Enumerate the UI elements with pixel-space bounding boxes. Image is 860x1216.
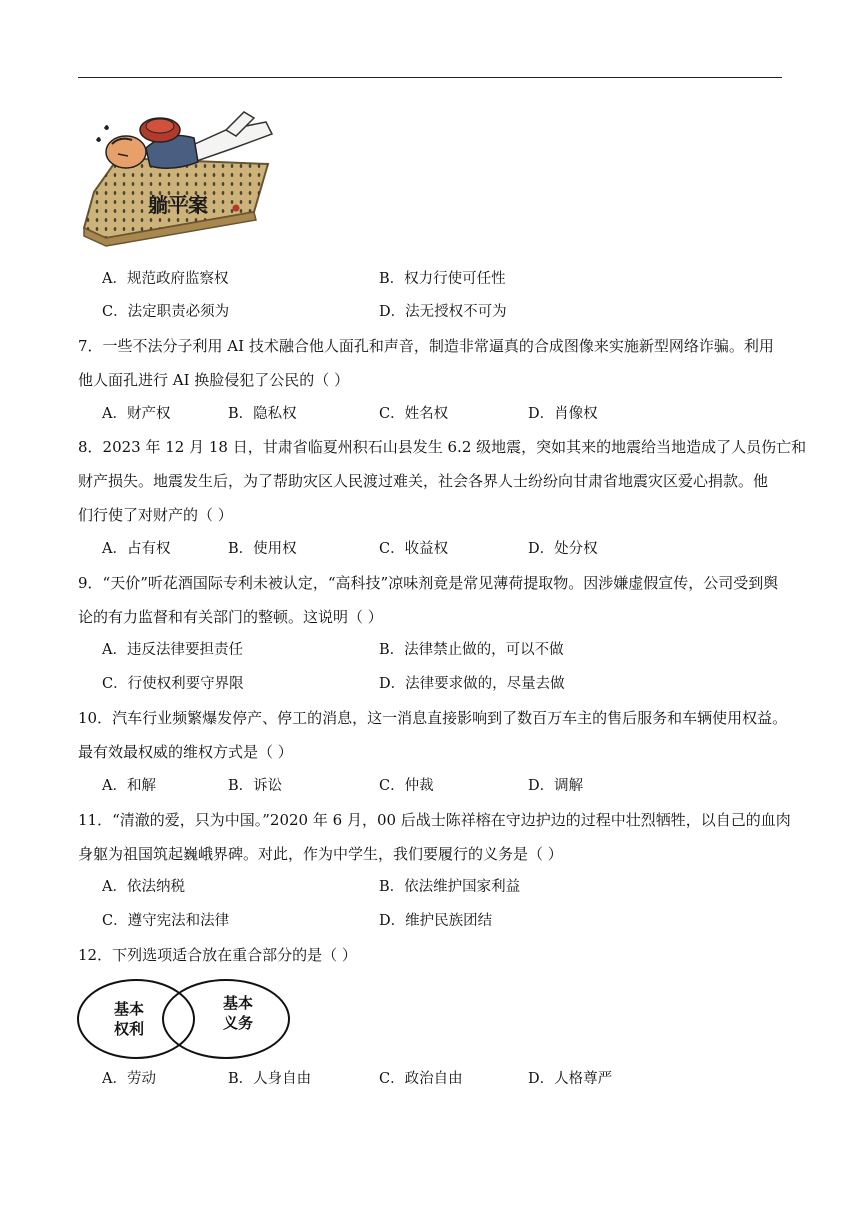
option-text: 占有权 [126,541,171,557]
option-letter: D． [379,913,406,929]
lying-flat-cartoon [76,100,276,250]
q11-stem-line2: 身躯为祖国筑起巍峨界碑。对此，作为中学生，我们要履行的义务是（ ） [78,845,563,863]
q10-option-a[interactable] [102,776,156,796]
q9-stem-line1: 9．“天价”听花酒国际专利未被认定，“高科技”凉味剂竟是常见薄荷提取物。因涉嫌虚假宣传，公司受到舆 [78,574,779,592]
option-text: 法定职责必须为 [127,304,230,320]
q9-option-d[interactable] [379,674,565,694]
q10-stem-line2: 最有效最权威的维权方式是（ ） [78,743,293,761]
q12-option-a[interactable] [102,1069,156,1089]
option-text: 肖像权 [554,406,598,422]
option-letter: A． [102,541,127,557]
option-letter: D． [379,676,406,692]
option-text: 诉讼 [253,778,283,794]
q6-option-c[interactable] [102,302,229,322]
option-letter: C． [379,778,405,794]
option-letter: D． [528,406,555,422]
option-text: 使用权 [253,541,297,557]
option-text: 隐私权 [253,406,297,422]
option-letter: A． [102,271,127,287]
option-letter: D． [528,541,555,557]
plaque-text: 躺平案 [148,193,208,217]
q7-stem-line1: 7．一些不法分子利用 AI 技术融合他人面孔和声音，制造非常逼真的合成图像来实施新型网络诈骗。利用 [78,337,774,355]
q8-option-c[interactable] [379,539,448,559]
option-text: 和解 [126,778,156,794]
header-rule [78,77,782,78]
q11-option-b[interactable] [379,877,520,897]
option-text: 法律禁止做的，可以不做 [404,642,564,658]
q8-stem-line2: 财产损失。地震发生后，为了帮助灾区人民渡过难关，社会各界人士纷纷向甘肃省地震灾区爱心捐款。他 [78,472,769,490]
q7-option-a[interactable] [102,404,170,424]
option-text: 法无授权不可为 [405,304,507,320]
option-letter: A． [102,642,127,658]
q12-option-d[interactable] [528,1069,612,1089]
option-letter: B． [228,406,254,422]
option-letter: C． [379,406,405,422]
q9-stem-line2: 论的有力监督和有关部门的整顿。这说明（ ） [78,608,383,626]
option-letter: B． [379,271,405,287]
venn-diagram [76,978,294,1060]
option-letter: B． [379,642,405,658]
q12-option-b[interactable] [228,1069,311,1089]
option-text: 人身自由 [253,1071,312,1087]
option-text: 仲裁 [404,778,434,794]
venn-right-label-line2: 义务 [222,1014,254,1032]
venn-left-label-line1: 基本 [113,1000,145,1018]
q7-option-c[interactable] [379,404,448,424]
option-text: 人格尊严 [554,1071,613,1087]
q10-option-c[interactable] [379,776,434,796]
q8-option-d[interactable] [528,539,598,559]
option-letter: B． [228,778,254,794]
option-text: 违反法律要担责任 [126,642,243,658]
option-letter: C． [102,913,128,929]
q11-stem-line1: 11．“清澈的爱，只为中国。”2020 年 6 月，00 后战士陈祥榕在守边护边的过程中壮烈牺牲，以自己的血肉 [78,811,791,829]
option-text: 收益权 [404,541,449,557]
q7-option-b[interactable] [228,404,297,424]
option-text: 依法纳税 [126,879,185,895]
venn-left-circle [78,980,194,1058]
option-text: 维护民族团结 [405,913,493,929]
option-letter: B． [228,1071,254,1087]
option-text: 劳动 [126,1071,156,1087]
option-letter: C． [379,1071,405,1087]
q10-option-b[interactable] [228,776,282,796]
q8-stem-line3: 们行使了对财产的（ ） [78,506,233,524]
option-text: 依法维护国家利益 [404,879,521,895]
q6-option-d[interactable] [379,302,507,322]
option-text: 政治自由 [404,1071,463,1087]
option-text: 遵守宪法和法律 [127,913,230,929]
option-text: 财产权 [126,406,171,422]
q7-stem-line2: 他人面孔进行 AI 换脸侵犯了公民的（ ） [78,371,350,389]
option-text: 调解 [554,778,584,794]
q12-option-c[interactable] [379,1069,463,1089]
venn-left-label-line2: 权利 [113,1020,145,1038]
q8-stem-line1: 8．2023 年 12 月 18 日，甘肃省临夏州积石山县发生 6.2 级地震，突如其来的地震给当地造成了人员伤亡和 [78,438,807,456]
q8-option-a[interactable] [102,539,170,559]
option-letter: D． [528,778,555,794]
option-letter: C． [102,676,128,692]
q9-option-b[interactable] [379,640,564,660]
option-letter: D． [528,1071,555,1087]
q7-option-d[interactable] [528,404,598,424]
option-letter: A． [102,406,127,422]
q11-option-d[interactable] [379,911,492,931]
option-letter: C． [102,304,128,320]
option-text: 行使权利要守界限 [127,676,244,692]
option-letter: B． [379,879,405,895]
option-letter: D． [379,304,406,320]
venn-right-label-line1: 基本 [222,994,254,1012]
option-letter: C． [379,541,405,557]
q9-option-a[interactable] [102,640,243,660]
q10-stem-line1: 10．汽车行业频繁爆发停产、停工的消息，这一消息直接影响到了数百万车主的售后服务和车辆使用权益。 [78,709,788,727]
option-letter: B． [228,541,254,557]
option-text: 姓名权 [404,406,449,422]
q9-option-c[interactable] [102,674,244,694]
q8-option-b[interactable] [228,539,297,559]
option-letter: A． [102,778,127,794]
q6-option-a[interactable] [102,269,228,289]
q11-option-a[interactable] [102,877,185,897]
option-letter: A． [102,879,127,895]
option-text: 处分权 [554,541,598,557]
option-text: 权力行使可任性 [404,271,506,287]
q11-option-c[interactable] [102,911,229,931]
q12-stem-line1: 12．下列选项适合放在重合部分的是（ ） [78,946,357,964]
q10-option-d[interactable] [528,776,583,796]
q6-option-b[interactable] [379,269,506,289]
option-text: 法律要求做的，尽量去做 [405,676,565,692]
option-text: 规范政府监察权 [126,271,229,287]
option-letter: A． [102,1071,127,1087]
